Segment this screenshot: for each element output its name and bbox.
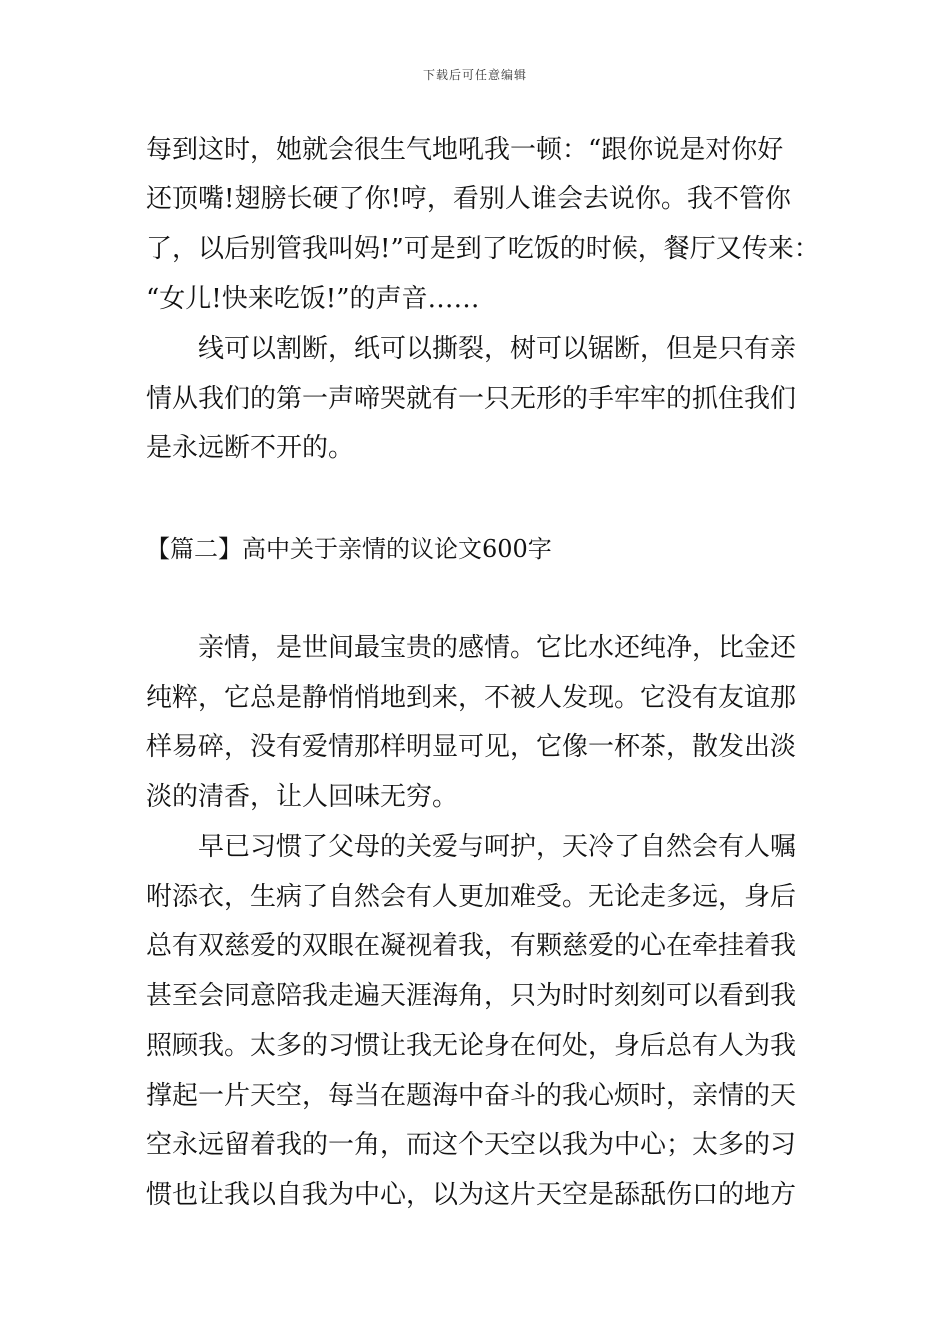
body-line: 总有双慈爱的双眼在凝视着我，有颗慈爱的心在牵挂着我 <box>146 931 797 961</box>
body-line: 惯也让我以自我为中心，以为这片天空是舔舐伤口的地方 <box>146 1180 797 1210</box>
body-line: 了，以后别管我叫妈!”可是到了吃饭的时候，餐厅又传来： <box>146 234 820 264</box>
page-header: 下载后可任意编辑 <box>422 68 527 82</box>
body-line: 样易碎，没有爱情那样明显可见，它像一杯茶，散发出淡 <box>146 732 797 762</box>
body-line: 是永远断不开的。 <box>146 433 355 463</box>
body-line: 还顶嘴!翅膀长硬了你!哼，看别人谁会去说你。我不管你 <box>146 184 791 214</box>
body-line: 情从我们的第一声啼哭就有一只无形的手牢牢的抓住我们 <box>146 384 797 414</box>
body-line: 照顾我。太多的习惯让我无论身在何处，身后总有人为我 <box>146 1031 797 1061</box>
body-line: 撑起一片天空，每当在题海中奋斗的我心烦时，亲情的天 <box>146 1081 797 1111</box>
body-line: “女儿!快来吃饭!”的声音…… <box>146 284 480 314</box>
body-line: 纯粹，它总是静悄悄地到来，不被人发现。它没有友谊那 <box>146 683 797 713</box>
body-line: 早已习惯了父母的关爱与呵护，天冷了自然会有人嘱 <box>146 832 797 862</box>
body-line: 咐添衣，生病了自然会有人更加难受。无论走多远，身后 <box>146 882 797 912</box>
body-line: 淡的清香，让人回味无穷。 <box>146 782 459 812</box>
body-line: 每到这时，她就会很生气地吼我一顿：“跟你说是对你好 <box>146 135 784 165</box>
body-line: 线可以割断，纸可以撕裂，树可以锯断，但是只有亲 <box>146 334 797 364</box>
body-line: 空永远留着我的一角，而这个天空以我为中心；太多的习 <box>146 1130 797 1160</box>
body-line: 亲情，是世间最宝贵的感情。它比水还纯净，比金还 <box>146 633 797 663</box>
body-line: 甚至会同意陪我走遍天涯海角，只为时时刻刻可以看到我 <box>146 981 797 1011</box>
section-heading: 【篇二】高中关于亲情的议论文600字 <box>146 535 552 563</box>
